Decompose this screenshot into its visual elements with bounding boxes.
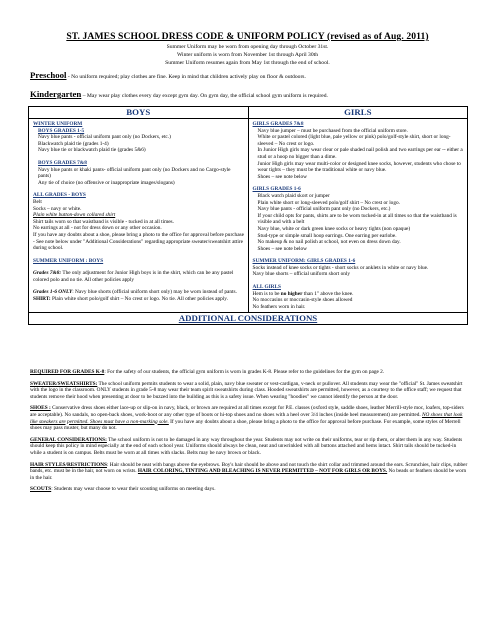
list-item: If you have any doubts about a shoe, please bring a photo to the office for approval before purchase - See note below under "Additional Considerations" regarding appropriate sweater/sweatshirt attire during school. bbox=[33, 231, 244, 252]
summer-7-8-label: Grades 7&8: bbox=[33, 270, 62, 277]
list-item: Shoes – see note below bbox=[257, 173, 307, 180]
hair-text-2: No beads or feathers should be worn in the hair. bbox=[30, 468, 467, 481]
kindergarten-text: – May wear play clothes every day except gym day. On gym day, the official school gym uniform is required. bbox=[81, 93, 328, 99]
girls-grades-7-8-heading: GIRLS GRADES 7&8 bbox=[252, 121, 304, 127]
list-item: No earrings at all - not for dress down or any other occasion. bbox=[33, 225, 162, 232]
list-item: Black watch plaid skort or jumper bbox=[257, 192, 330, 199]
winter-uniform-heading: WINTER UNIFORM bbox=[33, 121, 83, 127]
list-item: Shirt tails worn so that waistband is visible - tucked in at all times. bbox=[33, 218, 174, 225]
hair-bold: HAIR COLORING, TINTING AND BLEACHING IS NEVER PERMITTED – NOT FOR GIRLS OR BOYS. bbox=[137, 468, 388, 475]
list-item: Navy blue pants or khaki pants- official uniform pant only (no Dockers and no Cargo-style pants) bbox=[38, 166, 231, 180]
list-item: Plain white short or long-sleeved polo/golf shirt – No crest or logo. bbox=[257, 199, 400, 206]
summer-1-6-text bbox=[33, 289, 245, 302]
list-item: Navy blue tie or blackwatch plaid tie (grades 5&6) bbox=[38, 147, 146, 154]
list-item: Any tie of choice (no offensive or inappropriate images/slogans) bbox=[38, 179, 175, 186]
hem-post: than 1" above the knee. bbox=[302, 290, 354, 297]
uniform-table bbox=[28, 106, 468, 325]
kindergarten-label: Kindergarten bbox=[30, 89, 82, 99]
list-item: In Junior High girls may wear clear or pale shaded nail polish and two earrings per ear -- either a stud or a hoop no bigger than a dime. bbox=[257, 147, 463, 160]
intro-line: Summer Uniform may be worn from opening day through October 31st. bbox=[166, 44, 329, 50]
scouts-text: : Students may wear choose to wear their scouting uniforms on meeting days. bbox=[51, 486, 216, 493]
hair-text: : Hair should be neat with bangs above the eyebrows. Boy's hair should be above and not touch the shirt collar and trimmed around the ears. Scrunchies, hair clips, rubber bands, etc. must be in the hair, not worn on wrists. bbox=[30, 461, 468, 475]
hem-pre: Hem is to be bbox=[252, 290, 281, 297]
summer-7-8-text bbox=[33, 270, 245, 283]
shoes-label: SHOES : bbox=[30, 405, 51, 412]
list-item: Navy blue, white or dark green knee socks or heavy tights (non opaque) bbox=[257, 225, 411, 232]
summer-1-6-label: Grades 1-6 ONLY bbox=[33, 289, 73, 296]
all-grades-boys-heading: ALL GRADES - BOYS bbox=[33, 192, 86, 199]
list-item: Stud-type or simple small hoop earrings. One earring per earlobe. bbox=[257, 232, 397, 239]
kindergarten-line bbox=[30, 89, 470, 99]
summer-1-6-body: : Navy blue shorts (official uniform short only) may be worn instead of pants. bbox=[72, 289, 237, 296]
list-item: If your child opts for pants, shirts are to be worn tucked-in at all times so that the waistband is visible and with a belt bbox=[257, 212, 457, 226]
boys-grades-7-8-heading: BOYS GRADES 7&8 bbox=[38, 159, 87, 166]
list-item: No moccasins or moccasin-style shoes allowed bbox=[252, 297, 353, 304]
scouts-label: SCOUTS bbox=[30, 486, 52, 493]
boys-column bbox=[29, 119, 249, 313]
summer-uniform-girls-heading: SUMMER UNIFORM: GIRLS GRADES 1-6 bbox=[252, 258, 356, 265]
list-item: White or pastel colored (light blue, pale yellow or pink) polo/golf-style shirt, short or long-sleeved – No crest or logo. bbox=[257, 134, 451, 147]
list-item: Blackwatch plaid tie (grades 1-4) bbox=[38, 140, 109, 147]
additional-considerations-heading: ADDITIONAL CONSIDERATIONS bbox=[29, 313, 468, 325]
shoes-text: Conservative dress shoes either lace-up or slip-on in navy, black, or brown are required at all times except for P.E. classes (oxford style, saddle shoes, leather Merrill-style moc, loafers, top-siders are acceptable). No sandals, no open-back shoes, work-boot or any other type of boots or hi-top shoes and no shoes with a heel over 3/4 inches (inside heel measurement) are permitted. bbox=[30, 405, 464, 418]
list-item: Socks – navy or white. bbox=[33, 205, 82, 212]
scouts-paragraph bbox=[30, 486, 468, 493]
sweater-text: The school uniform permits students to wear a solid, plain, navy blue sweater or vest-cardigan, v-neck or pullover. All students may wear the "official" St. James sweatshirt with the logo in the classroom. ONLY students in grade 5-8 may wear their team spirit sweatshirts during class. Hooded sweatshirts are permitted, however, as a courtesy to the office staff; we request that students remove their hood when presenting at door to be buzzed into the building as this is a safety issue. When wearing "hoodies" we cannot identify the person at the door. bbox=[30, 380, 463, 400]
general-text: The school uniform is not to be damaged in any way throughout the year. Students may not write on their uniforms, tear or rip them, or alter them in any way. Students should keep this policy in mind especially at the end of each school year. Uniforms should always be clean, neat and unwrinkled with all buttons attached and hems intact. Shirt tails should be tucked-in while a student is on campus. Belts must be worn at all times with slacks. Belts may be navy brown or black. bbox=[30, 436, 463, 456]
summer-shirt-body: Plain white short polo/golf shirt – No crest or logo. No tie. All other policies apply. bbox=[50, 296, 228, 303]
list-item: Shoes – see note below bbox=[257, 245, 307, 252]
list-item: Socks instead of knee socks or tights - short socks or anklets in white or navy blue. bbox=[252, 264, 429, 271]
preschool-text: - No uniform required; play clothes are fine. Keep in mind that children actively play on floor & outdoors. bbox=[66, 74, 306, 80]
intro-block bbox=[0, 43, 495, 67]
boys-grades-1-5-heading: BOYS GRADES 1-5 bbox=[38, 127, 85, 134]
list-item: Plain white button-down collared shirt bbox=[33, 212, 116, 219]
preschool-label: Preschool bbox=[30, 70, 67, 80]
girls-grades-1-6-heading: GIRLS GRADES 1-6 bbox=[252, 186, 301, 193]
list-item: Navy blue jumper – must be purchased from the official uniform store. bbox=[257, 127, 408, 134]
hair-paragraph bbox=[30, 462, 468, 482]
list-item: Junior High girls may wear multi-color or designed knee socks, however, students who chose to wear tights – they must be the traditional white or navy blue. bbox=[257, 160, 461, 174]
summer-uniform-boys-heading: SUMMER UNIFORM : BOYS bbox=[33, 257, 104, 264]
required-paragraph bbox=[30, 369, 468, 376]
shoes-italic: NO shoes that look like sneakers are permitted. Shoes must have a non-marking sole. bbox=[30, 411, 463, 425]
intro-line: Summer Uniform resumes again from May 1st through the end of school. bbox=[165, 60, 330, 66]
list-item: Belt bbox=[33, 198, 42, 205]
summer-7-8-body: The only adjustment for Junior High boys is in the shirt, which can be any pastel colored polo and no tie. All other policies apply bbox=[33, 270, 234, 283]
boys-header: BOYS bbox=[29, 107, 249, 119]
list-item: Navy blue pants - official uniform pant only (no Dockers, etc.) bbox=[257, 206, 391, 213]
hem-rule bbox=[253, 291, 464, 298]
general-paragraph bbox=[30, 437, 468, 457]
summer-shirt-label: SHIRT: bbox=[33, 296, 51, 303]
girls-header: GIRLS bbox=[248, 107, 467, 119]
page-title: ST. JAMES SCHOOL DRESS CODE & UNIFORM POLICY (revised as of Aug. 2011) bbox=[66, 31, 429, 42]
general-label: GENERAL CONSIDERATIONS: bbox=[30, 436, 107, 443]
sweater-paragraph bbox=[30, 381, 468, 401]
shoes-text-2: If you have any doubts about a shoe, please bring a photo to the office for approval before purchase. For example, some styles of Merrell shoes may pass muster, but many do not. bbox=[30, 418, 461, 432]
list-item: Navy blue pants - official uniform pant only (no Dockers, etc.) bbox=[38, 134, 171, 141]
required-text: : For the safety of our students, the official gym uniform is worn in grades K-8. Please refer to the guidelines for the gym on page 2. bbox=[104, 369, 385, 375]
required-label: REQUIRED FOR GRADES K-8 bbox=[30, 369, 105, 375]
intro-line: Winter uniform is worn from November 1st through April 30th bbox=[177, 52, 318, 58]
additional-considerations-body bbox=[30, 369, 468, 498]
hem-bold: no higher bbox=[280, 290, 303, 297]
list-item: Navy blue shorts – official uniform short only bbox=[252, 271, 350, 278]
hair-label: HAIR STYLES/RESTRICTIONS bbox=[30, 461, 107, 468]
sweater-label: SWEATER/SWEATSHIRTS: bbox=[30, 380, 98, 387]
shoes-paragraph bbox=[30, 405, 468, 431]
list-item: No feathers worn in hair. bbox=[252, 303, 306, 310]
girls-column bbox=[248, 119, 467, 313]
preschool-line bbox=[30, 70, 470, 80]
list-item: No makeup & no nail polish at school, not even on dress down day. bbox=[257, 239, 401, 246]
all-girls-heading: ALL GIRLS bbox=[252, 284, 281, 291]
